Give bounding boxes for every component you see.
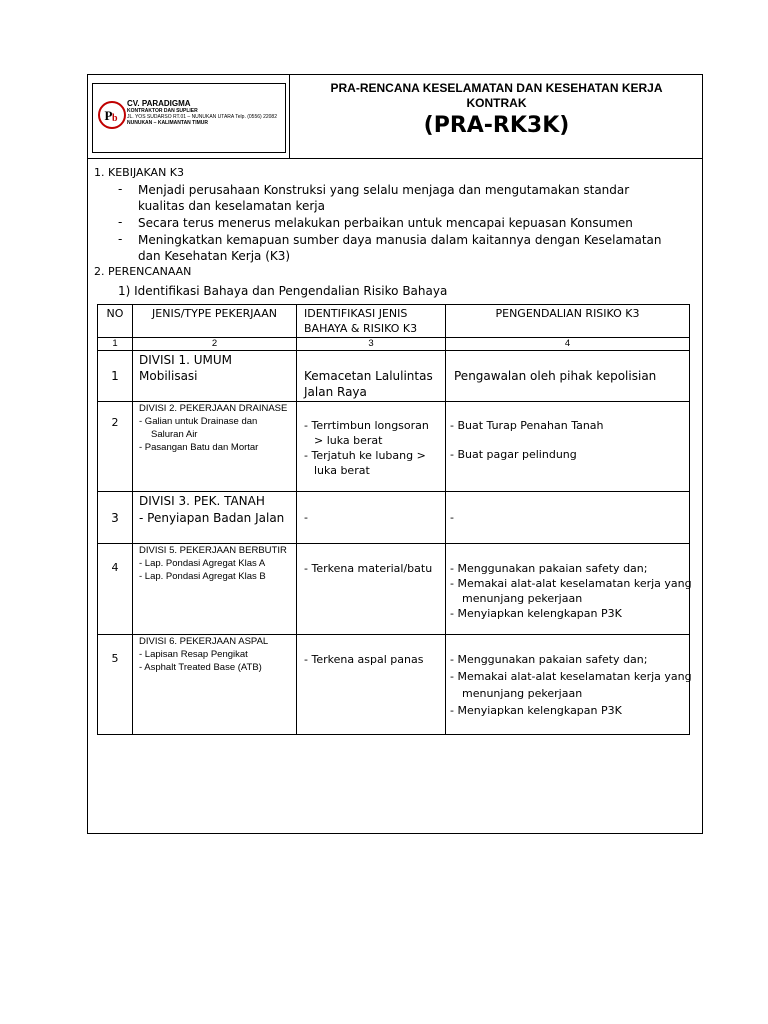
company-subtitle: KONTRAKTOR DAN SUPLIER bbox=[127, 108, 198, 114]
document-header bbox=[88, 75, 702, 159]
row-number: 3 bbox=[111, 511, 119, 525]
hazard-item: - Terrtimbun longsoran bbox=[304, 419, 429, 432]
policy-item-3: Meningkatkan kemapuan sumber daya manusia dalam kaitannya dengan Keselamatan bbox=[138, 233, 662, 247]
bullet-dash: - bbox=[118, 232, 123, 246]
row-number: 1 bbox=[111, 369, 119, 383]
row-number: 5 bbox=[111, 652, 119, 665]
document-title-line2: KONTRAK bbox=[466, 96, 527, 110]
section1-heading: 1. KEBIJAKAN K3 bbox=[94, 166, 185, 179]
hazard-item: Jalan Raya bbox=[304, 385, 367, 399]
policy-item-1: Menjadi perusahaan Konstruksi yang selalu menjaga dan mengutamakan standar bbox=[138, 183, 630, 197]
control-item: Pengawalan oleh pihak kepolisian bbox=[454, 369, 657, 383]
hazard-item: > luka berat bbox=[314, 434, 383, 447]
row-number: 2 bbox=[111, 416, 119, 429]
job-item: - Asphalt Treated Base (ATB) bbox=[139, 662, 262, 673]
job-item: - Lapisan Resap Pengikat bbox=[139, 649, 248, 660]
company-address: JL. YOS SUDARSO RT.01 – NUNUKAN UTARA Telp. (0556) 22082 bbox=[127, 114, 277, 120]
table-header-control: PENGENDALIAN RISIKO K3 bbox=[495, 307, 640, 320]
hazard-item: luka berat bbox=[314, 464, 370, 477]
svg-text:P: P bbox=[104, 108, 113, 123]
job-item: Saluran Air bbox=[151, 429, 198, 440]
control-item: - Menyiapkan kelengkapan P3K bbox=[450, 607, 622, 620]
svg-text:b: b bbox=[112, 113, 118, 124]
control-item: - bbox=[450, 511, 454, 524]
table-header-no: NO bbox=[106, 307, 124, 320]
job-item: - Penyiapan Badan Jalan bbox=[139, 511, 285, 525]
control-item: menunjang pekerjaan bbox=[462, 592, 583, 605]
company-city: NUNUKAN – KALIMANTAN TIMUR bbox=[127, 120, 209, 126]
section2-heading: 2. PERENCANAAN bbox=[94, 265, 192, 278]
hazard-item: - Terkena material/batu bbox=[304, 562, 433, 575]
hazard-item: - Terjatuh ke lubang > bbox=[304, 449, 426, 462]
column-number: 1 bbox=[112, 338, 118, 349]
control-item: - Memakai alat-alat keselamatan kerja yang bbox=[450, 670, 692, 683]
control-item: - Menggunakan pakaian safety dan; bbox=[450, 562, 648, 575]
table-header-hazard-2: BAHAYA & RISIKO K3 bbox=[304, 322, 418, 335]
bullet-dash: - bbox=[118, 215, 123, 229]
policy-item-2: Secara terus menerus melakukan perbaikan untuk mencapai kepuasan Konsumen bbox=[138, 216, 633, 230]
job-item: - Lap. Pondasi Agregat Klas B bbox=[139, 571, 266, 582]
company-logo-icon bbox=[97, 100, 127, 130]
divisi-label: DIVISI 6. PEKERJAAN ASPAL bbox=[139, 636, 269, 647]
control-item: - Buat Turap Penahan Tanah bbox=[450, 419, 604, 432]
logo-cell bbox=[88, 75, 290, 158]
document-title-line1: PRA-RENCANA KESELAMATAN DAN KESEHATAN KERJA bbox=[330, 81, 663, 95]
column-number: 3 bbox=[368, 338, 374, 349]
column-number: 2 bbox=[211, 338, 218, 349]
policy-item-3-cont: dan Kesehatan Kerja (K3) bbox=[138, 249, 291, 263]
control-item: - Menggunakan pakaian safety dan; bbox=[450, 653, 648, 666]
risk-table bbox=[97, 304, 690, 735]
hazard-item: - Terkena aspal panas bbox=[304, 653, 424, 666]
job-item: - Pasangan Batu dan Mortar bbox=[139, 442, 259, 453]
divisi-label: DIVISI 5. PEKERJAAN BERBUTIR bbox=[139, 545, 287, 556]
row-number: 4 bbox=[111, 561, 119, 574]
title-cell bbox=[291, 75, 702, 158]
section2-subheading: 1) Identifikasi Bahaya dan Pengendalian Risiko Bahaya bbox=[118, 284, 448, 298]
divisi-label: DIVISI 2. PEKERJAAN DRAINASE bbox=[139, 403, 288, 414]
column-number: 4 bbox=[564, 338, 571, 349]
divisi-label: DIVISI 1. UMUM bbox=[139, 353, 233, 367]
table-header-job: JENIS/TYPE PEKERJAAN bbox=[152, 307, 277, 320]
document-title-code: (PRA-RK3K) bbox=[423, 113, 570, 138]
job-item: - Lap. Pondasi Agregat Klas A bbox=[139, 558, 266, 569]
hazard-item: - bbox=[304, 511, 308, 524]
table-header-hazard-1: IDENTIFIKASI JENIS bbox=[304, 307, 408, 320]
hazard-item: Kemacetan Lalulintas bbox=[304, 369, 433, 383]
control-item: - Menyiapkan kelengkapan P3K bbox=[450, 704, 622, 717]
company-logo-box bbox=[92, 83, 286, 153]
divisi-label: DIVISI 3. PEK. TANAH bbox=[139, 494, 265, 508]
job-item: Mobilisasi bbox=[139, 369, 198, 383]
control-item: - Buat pagar pelindung bbox=[450, 448, 577, 461]
policy-item-1-cont: kualitas dan keselamatan kerja bbox=[138, 199, 325, 213]
control-item: - Memakai alat-alat keselamatan kerja yang bbox=[450, 577, 692, 590]
job-item: - Galian untuk Drainase dan bbox=[139, 416, 258, 427]
company-name: CV. PARADIGMA bbox=[127, 99, 191, 108]
control-item: menunjang pekerjaan bbox=[462, 687, 583, 700]
bullet-dash: - bbox=[118, 182, 123, 196]
